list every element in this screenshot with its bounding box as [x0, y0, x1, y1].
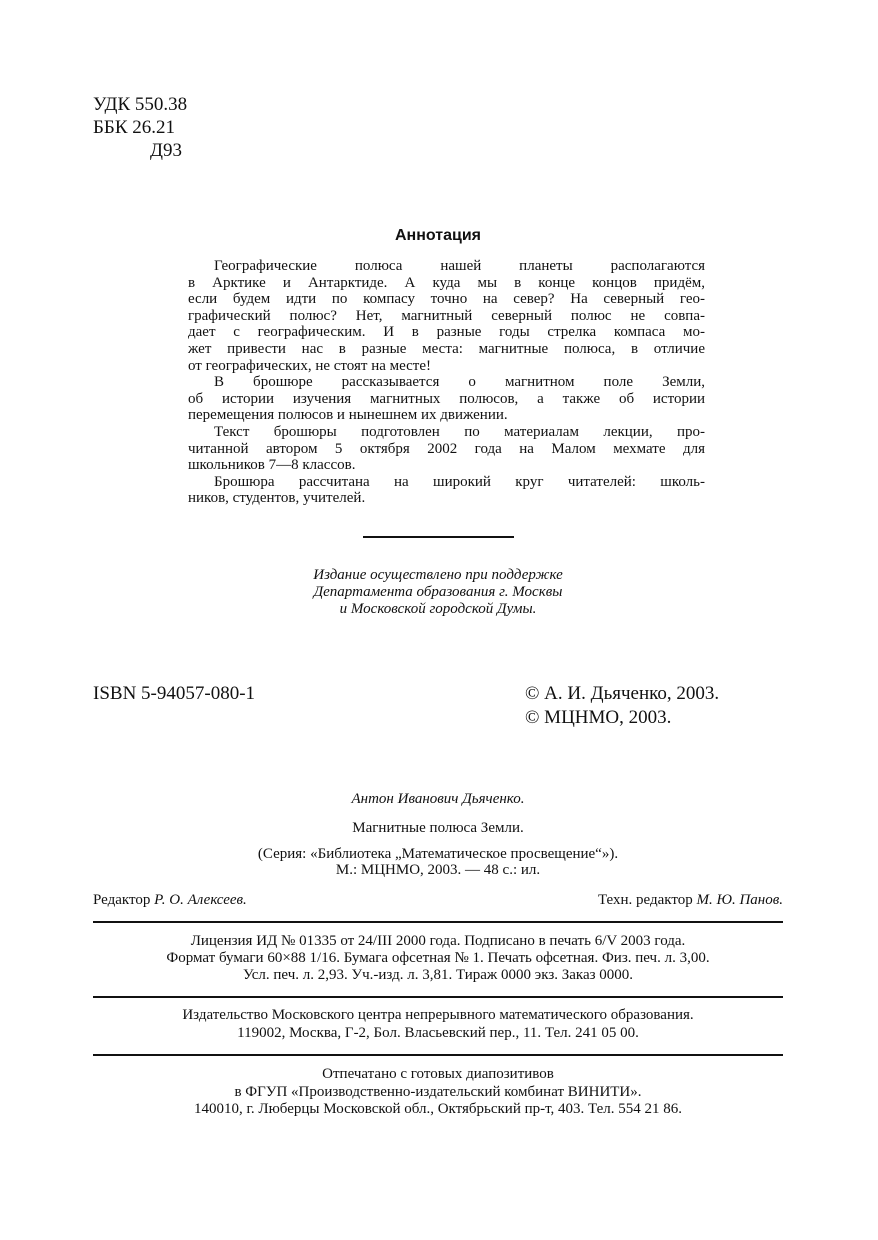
divider — [93, 996, 783, 998]
annotation-line: перемещения полюсов и нынешнем их движении. — [188, 407, 508, 424]
isbn: ISBN 5-94057-080-1 — [93, 683, 256, 704]
annotation-line: если будем идти по компасу точно на север? На северный гео- — [188, 291, 705, 308]
annotation-line: дает с географическим. И в разные годы стрелка компаса мо- — [188, 324, 705, 341]
support-line: Департамента образования г. Москвы — [313, 584, 563, 600]
license-line: Лицензия ИД № 01335 от 24/III 2000 года. Подписано в печать 6/V 2003 года. — [190, 933, 686, 949]
imprint-title: Магнитные полюса Земли. — [352, 820, 524, 836]
imprint-publisher: М.: МЦНМО, 2003. — 48 с.: ил. — [335, 862, 541, 878]
divider — [93, 921, 783, 923]
annotation-line: в Арктике и Антарктиде. А куда мы в конце концов придём, — [188, 274, 705, 291]
annotation-title: Аннотация — [395, 227, 481, 244]
divider — [363, 536, 514, 538]
editor-label: Редактор — [93, 892, 151, 908]
license-line: Формат бумаги 60×88 1/16. Бумага офсетная № 1. Печать офсетная. Физ. печ. л. 3,00. — [166, 950, 710, 966]
editor-name: Р. О. Алексеев. — [154, 892, 247, 908]
annotation-line: от географических, не стоят на месте! — [188, 357, 432, 374]
author-mark: Д93 — [150, 140, 182, 161]
imprint-author: Антон Иванович Дьяченко. — [351, 791, 525, 807]
copyright-publisher: © МЦНМО, 2003. — [525, 707, 672, 728]
annotation-line: В брошюре рассказывается о магнитном поле Земли, — [214, 374, 705, 391]
tech-editor — [598, 892, 783, 909]
tech-editor-name: М. Ю. Панов. — [696, 892, 783, 908]
annotation-line: Географические полюса нашей планеты располагаются — [214, 258, 705, 274]
imprint-series: (Серия: «Библиотека „Математическое просвещение“»). — [257, 846, 619, 862]
editor — [93, 892, 247, 909]
annotation-line: ников, студентов, учителей. — [188, 490, 366, 507]
annotation-line: графический полюс? Нет, магнитный северный полюс не совпа- — [188, 307, 705, 324]
tech-editor-label: Техн. редактор — [597, 892, 693, 908]
license-line: Усл. печ. л. 2,93. Уч.-изд. л. 3,81. Тираж 0000 экз. Заказ 0000. — [242, 967, 634, 983]
printer-line: в ФГУП «Производственно-издательский комбинат ВИНИТИ». — [234, 1084, 642, 1100]
divider — [93, 1054, 783, 1056]
publisher-line: 119002, Москва, Г-2, Бол. Власьевский пер., 11. Тел. 241 05 00. — [237, 1025, 639, 1041]
support-line: Издание осуществлено при поддержке — [313, 567, 563, 583]
annotation-line: Текст брошюры подготовлен по материалам лекции, про- — [214, 424, 705, 440]
annotation-line: жет привести нас в разные места: магнитные полюса, в отличие — [188, 341, 705, 357]
printer-line: 140010, г. Люберцы Московской обл., Октябрьский пр-т, 403. Тел. 554 21 86. — [193, 1101, 683, 1117]
udk-code: УДК 550.38 — [93, 94, 188, 115]
copyright-author: © А. И. Дьяченко, 2003. — [525, 683, 720, 704]
annotation-line: читанной автором 5 октября 2002 года на Малом мехмате для — [188, 440, 705, 457]
support-line: и Московской городской Думы. — [339, 601, 537, 617]
printer-line: Отпечатано с готовых диапозитивов — [322, 1066, 554, 1082]
annotation-line: об истории изучения магнитных полюсов, а также об истории — [188, 390, 705, 407]
annotation-line: школьников 7—8 классов. — [188, 457, 356, 474]
bbk-code: ББК 26.21 — [93, 117, 175, 138]
publisher-line: Издательство Московского центра непрерывного математического образования. — [182, 1007, 694, 1023]
annotation-line: Брошюра рассчитана на широкий круг читателей: школь- — [214, 473, 705, 490]
